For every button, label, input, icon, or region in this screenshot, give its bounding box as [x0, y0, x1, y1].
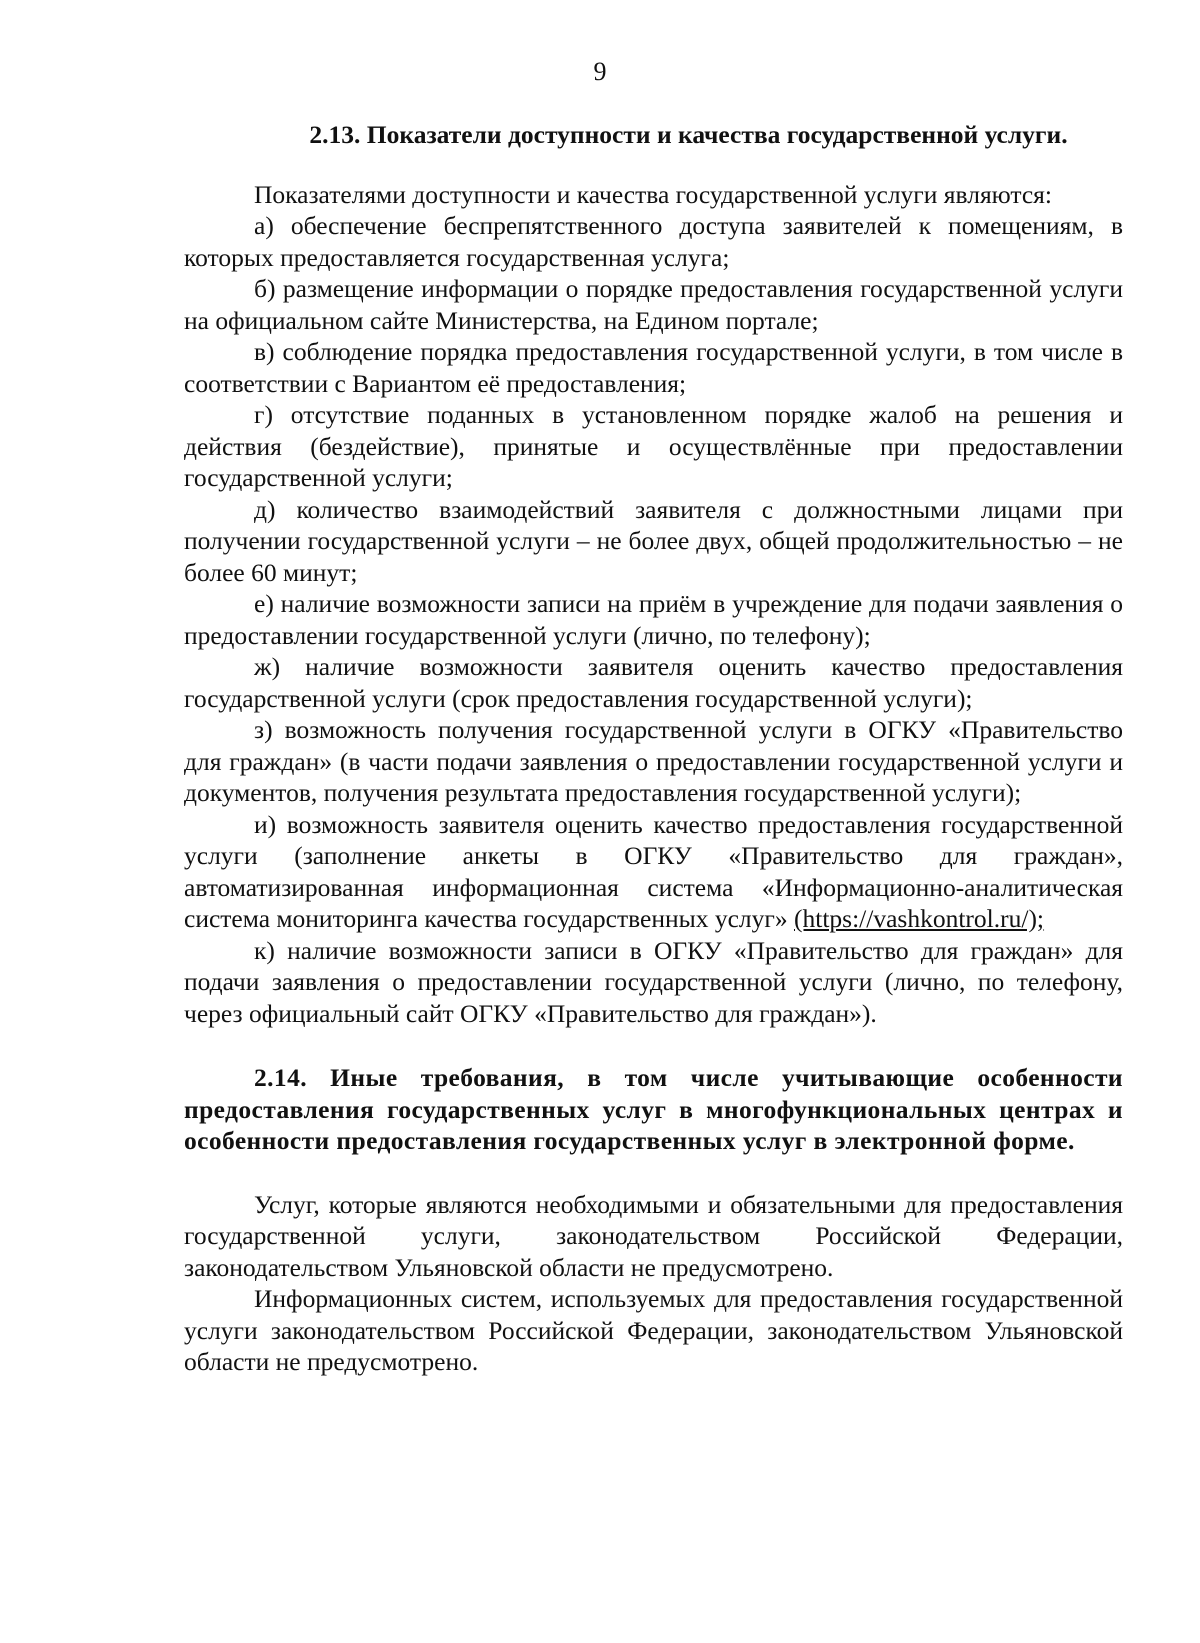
section-2-14-paragraph-2: Информационных систем, используемых для предоставления государственной услуги законодательством Российской Федерации, законодательством Ульяновской области не предусмотрено.	[184, 1284, 1123, 1376]
list-item-d: д) количество взаимодействий заявителя с должностными лицами при получении государственной услуги – не более двух, общей продолжительностью – не более 60 минут;	[184, 494, 1123, 587]
list-item-v: в) соблюдение порядка предоставления государственной услуги, в том числе в соответствии с Вариантом её предоставления;	[184, 337, 1123, 398]
list-item-e: е) наличие возможности записи на приём в учреждение для подачи заявления о предоставлении государственной услуги (лично, по телефону);	[184, 589, 1123, 650]
list-item-i-text: и) возможность заявителя оценить качество предоставления государственной услуги (заполнение анкеты в ОГКУ «Правительство для граждан», автоматизированная информационная система «Информационно-аналитическая система мониторинга качества государственных услуг»	[184, 809, 1123, 933]
list-item-i	[184, 809, 1123, 935]
list-item-b: б) размещение информации о порядке предоставления государственной услуги на официальном сайте Министерства, на Едином портале;	[184, 274, 1123, 335]
page-number: 9	[593, 57, 607, 86]
list-item-z: з) возможность получения государственной услуги в ОГКУ «Правительство для граждан» (в части подачи заявления о предоставлении государственной услуги и документов, получения результата предоставления государственной услуги);	[184, 715, 1123, 807]
list-item-k: к) наличие возможности записи в ОГКУ «Правительство для граждан» для подачи заявления о предоставлении государственной услуги (лично, по телефону, через официальный сайт ОГКУ «Правительство для граждан»).	[184, 935, 1123, 1028]
list-item-a: а) обеспечение беспрепятственного доступа заявителей к помещениям, в которых предоставляется государственная услуга;	[184, 211, 1123, 272]
list-item-g: г) отсутствие поданных в установленном порядке жалоб на решения и действия (бездействие), принятые и осуществлённые при предоставлении государственной услуги;	[184, 400, 1123, 492]
list-item-zh: ж) наличие возможности заявителя оценить качество предоставления государственной услуги (срок предоставления государственной услуги);	[184, 652, 1123, 713]
section-2-13-heading: 2.13. Показатели доступности и качества государственной услуги.	[309, 120, 1068, 149]
section-2-14-paragraph-1: Услуг, которые являются необходимыми и обязательными для предоставления государственной услуги, законодательством Российской Федерации, законодательством Ульяновской области не предусмотрено.	[184, 1189, 1123, 1282]
section-2-14-heading: 2.14. Иные требования, в том числе учитывающие особенности предоставления государственных услуг в многофункциональных центрах и особенности предоставления государственных услуг в электронной форме.	[184, 1063, 1123, 1155]
document-body	[184, 119, 1123, 1378]
vashkontrol-link[interactable]: (https://vashkontrol.ru/);	[794, 904, 1045, 933]
section-2-13-intro: Показателями доступности и качества государственной услуги являются:	[254, 179, 1052, 209]
